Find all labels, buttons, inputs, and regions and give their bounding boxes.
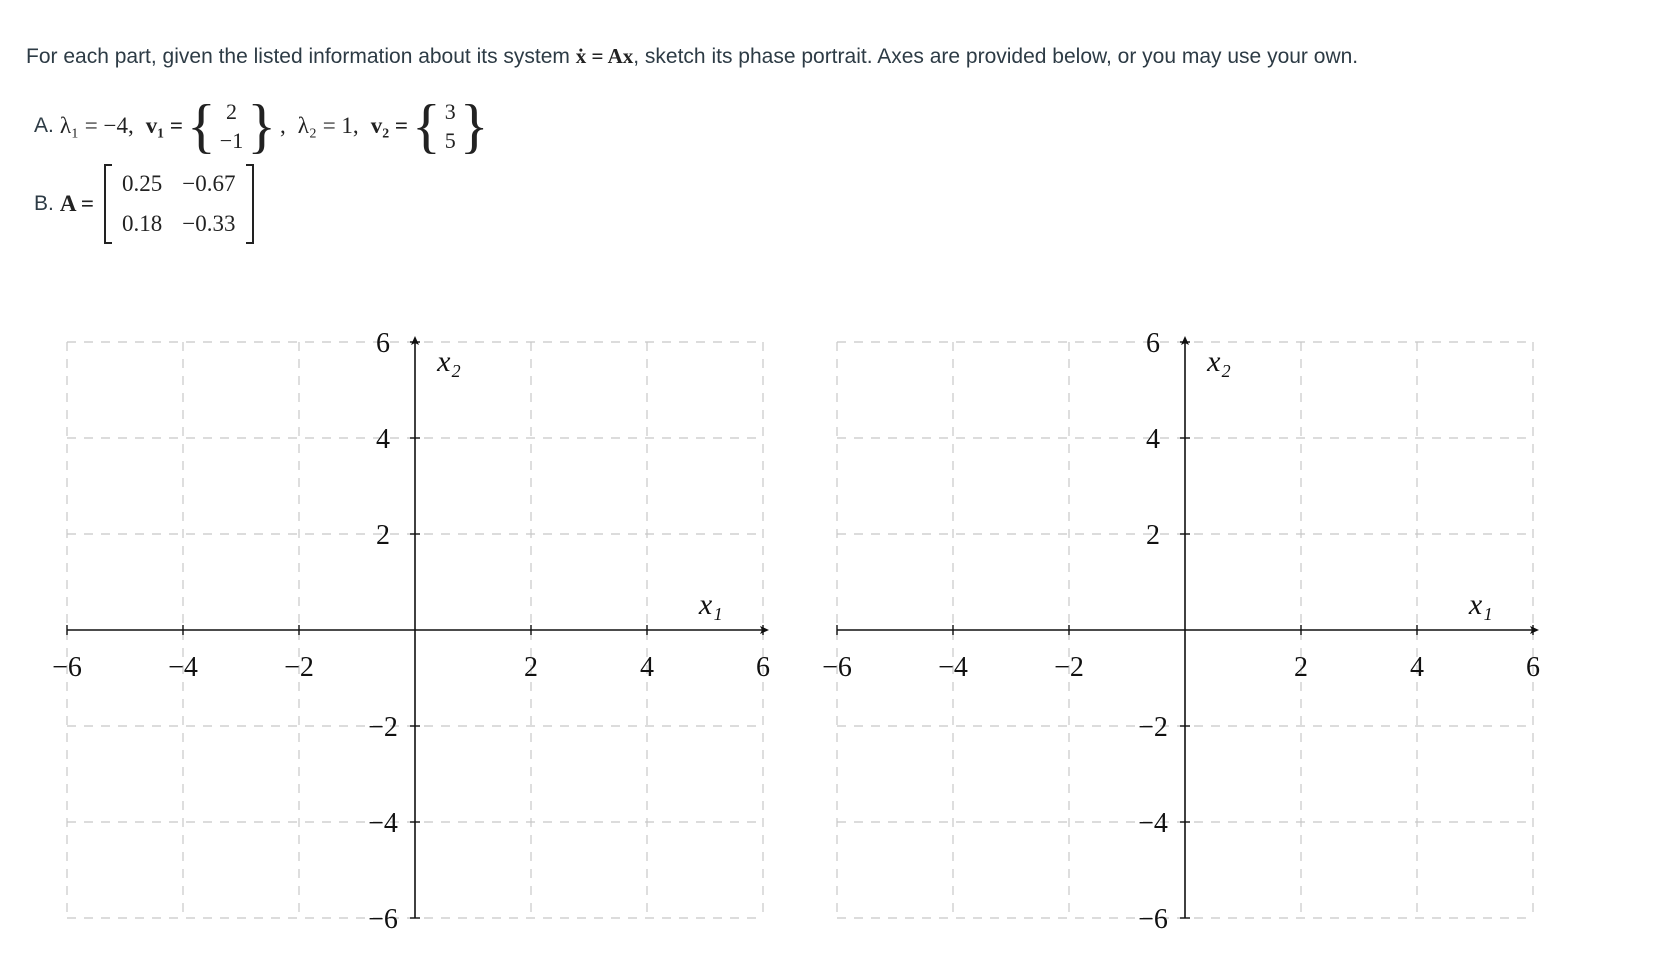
y-tick-label: −2 bbox=[1138, 712, 1168, 743]
x-tick-label: −6 bbox=[52, 652, 82, 683]
x-tick-label: 2 bbox=[1294, 652, 1308, 683]
part-a-label: A. bbox=[34, 114, 54, 137]
part-a: A. λ₁ = −4, v₁ = { 2 −1 } , λ₂ = 1, v₂ = { 3 5 } bbox=[34, 93, 489, 159]
y-tick-label: 2 bbox=[376, 520, 390, 551]
part-b-label: B. bbox=[34, 192, 54, 215]
system-equation: ẋ = Ax bbox=[575, 44, 634, 68]
matrix-name: A = bbox=[59, 191, 95, 216]
v1-vector: { 2 −1 } bbox=[186, 93, 277, 159]
y-axis-label: x₂ bbox=[1207, 344, 1231, 378]
y-tick-label: −2 bbox=[368, 712, 398, 743]
y-tick-label: 4 bbox=[376, 424, 390, 455]
y-tick-label: 4 bbox=[1146, 424, 1160, 455]
instructions-suffix: , sketch its phase portrait. Axes are provided below, or you may use your own. bbox=[633, 45, 1359, 68]
v2-name: v₂ = bbox=[370, 113, 408, 138]
matrix-a-12: −0.67 bbox=[182, 171, 236, 196]
x-tick-label: −2 bbox=[284, 652, 314, 683]
x-tick-label: 4 bbox=[1410, 652, 1424, 683]
v1-entry-1: 2 bbox=[226, 99, 237, 124]
y-tick-label: −6 bbox=[368, 904, 398, 935]
lambda2-expr: λ₂ = 1, bbox=[297, 113, 359, 138]
v2-entry-1: 3 bbox=[444, 99, 456, 124]
x-tick-label: −6 bbox=[822, 652, 852, 683]
y-axis-label: x₂ bbox=[437, 344, 461, 378]
x-tick-label: 4 bbox=[640, 652, 654, 683]
y-tick-label: 2 bbox=[1146, 520, 1160, 551]
x-tick-label: 6 bbox=[1526, 652, 1540, 683]
y-tick-label: −4 bbox=[368, 808, 398, 839]
v2-vector: { 3 5 } bbox=[411, 93, 489, 159]
y-tick-label: 6 bbox=[1146, 328, 1160, 359]
x-tick-label: −4 bbox=[168, 652, 198, 683]
matrix-a-21: 0.18 bbox=[122, 211, 163, 236]
x-axis-label: x₁ bbox=[1468, 588, 1493, 621]
x-tick-label: 2 bbox=[524, 652, 538, 683]
matrix-a-22: −0.33 bbox=[182, 211, 236, 236]
v1-entry-2: −1 bbox=[219, 128, 244, 153]
y-tick-label: −6 bbox=[1138, 904, 1168, 935]
lambda1-expr: λ₁ = −4, bbox=[59, 113, 134, 138]
x-axis-label: x₁ bbox=[698, 588, 723, 621]
v2-entry-2: 5 bbox=[444, 128, 456, 153]
y-tick-label: −4 bbox=[1138, 808, 1168, 839]
matrix-a-11: 0.25 bbox=[122, 171, 163, 196]
x-tick-label: −2 bbox=[1054, 652, 1084, 683]
y-tick-label: 6 bbox=[376, 328, 390, 359]
v1-name: v₁ = bbox=[145, 113, 183, 138]
x-tick-label: −4 bbox=[938, 652, 968, 683]
instructions-prefix: For each part, given the listed information about its system bbox=[26, 45, 576, 68]
x-tick-label: 6 bbox=[756, 652, 770, 683]
